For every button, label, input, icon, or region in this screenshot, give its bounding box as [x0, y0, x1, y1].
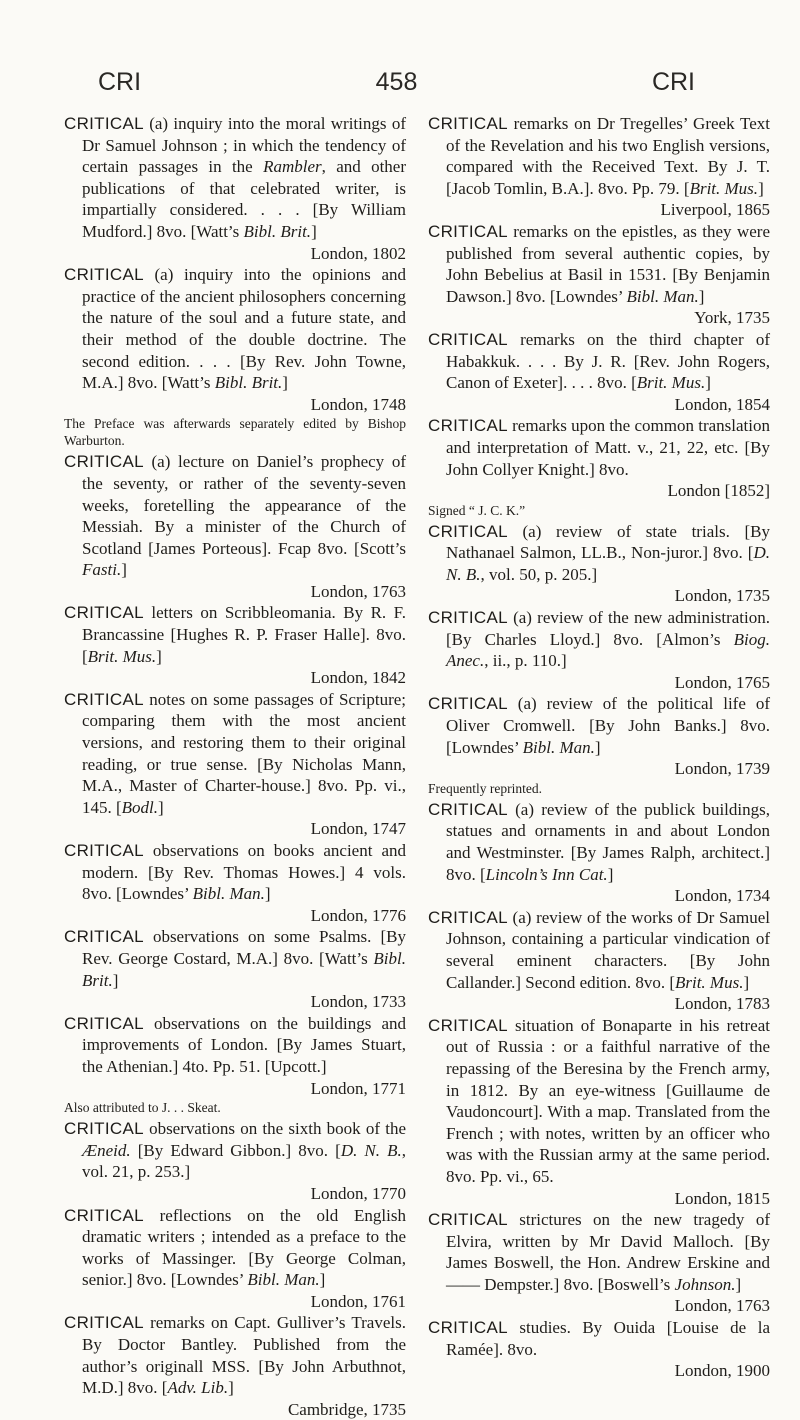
entry-text: (a) review of the publick buildings, statues and ornaments in and about London and Westminster. [By James Ralph, architect.] 8vo. [	[446, 799, 770, 884]
entry-headword: CRITICAL	[64, 927, 144, 947]
header-left-guide-word: CRI	[98, 68, 142, 96]
bibliography-entry	[64, 602, 406, 688]
entry-italic-source: Bodl.	[121, 797, 159, 817]
bibliography-entry	[64, 689, 406, 840]
entry-headword: CRITICAL	[64, 452, 144, 472]
entry-text: remarks upon the common translation and interpretation of Matt. v., 21, 22, etc. [By John Collyer Knight.] 8vo.	[446, 416, 770, 479]
entry-headword: CRITICAL	[64, 1313, 144, 1333]
entry-note: Signed “ J. C. K.”	[428, 502, 526, 518]
entry-text: ]	[698, 286, 705, 306]
entry-text: remarks on the third chapter of Habakkuk. . . . By J. R. [Rev. John Rogers, Canon of Exeter]. . . . 8vo. [	[446, 329, 770, 393]
entry-text: (a) review of the new administration. [By Charles Lloyd.] 8vo. [Almon’s	[446, 608, 770, 649]
entry-note: Also attributed to J. . . Skeat.	[64, 1100, 221, 1116]
entry-text: (a) lecture on Daniel’s prophecy of the seventy, or rather of the seventy-seven weeks, foretelling the appearance of the Messiah. By a minister of the Church of Scotland [James Porteous]. Fcap 8vo. [Scott’s	[82, 452, 406, 558]
entry-italic-source: Bibl. Man.	[192, 884, 265, 904]
bibliography-entry	[428, 521, 770, 607]
entry-imprint: London, 1776	[310, 905, 406, 925]
entry-headword: CRITICAL	[64, 1013, 144, 1033]
bibliography-entry	[428, 113, 770, 221]
entry-text: (a) review of the works of Dr Samuel Johnson, containing a particular vindication of several eminent characters. [By John Callander.] Second edition. 8vo. [	[446, 907, 770, 992]
entry-text: ]	[705, 373, 711, 393]
entry-headword: CRITICAL	[64, 689, 144, 709]
entry-headword: CRITICAL	[428, 329, 508, 349]
bibliography-entry	[64, 926, 406, 1012]
entry-text: , vol. 50, p. 205.]	[480, 564, 598, 584]
entry-text: (a) inquiry into the moral writings of Dr Samuel Johnson ; in which the tendency of certain passages in the	[82, 114, 406, 177]
entry-italic-source: Æneid.	[82, 1140, 131, 1160]
entry-note: Frequently reprinted.	[428, 780, 542, 796]
entry-imprint: Cambridge, 1735	[287, 1399, 406, 1419]
right-column	[428, 113, 770, 1382]
entry-text: observations on books ancient and modern. [By Rev. Thomas Howes.] 4 vols. 8vo. [Lowndes’	[82, 841, 406, 904]
entry-italic-source: Bibl. Brit.	[243, 221, 312, 241]
entry-imprint: London, 1761	[310, 1291, 406, 1311]
entry-imprint: Liverpool, 1865	[660, 200, 770, 220]
entry-note: The Preface was afterwards separately edited by Bishop Warburton.	[64, 416, 406, 449]
entry-headword: CRITICAL	[64, 114, 144, 133]
entry-headword: CRITICAL	[64, 1205, 144, 1225]
bibliography-entry	[64, 1118, 406, 1204]
entry-text: ]	[264, 884, 271, 904]
entry-headword: CRITICAL	[64, 1119, 144, 1139]
entry-text: observations on the buildings and improvements of London. [By James Stuart, the Athenian.] 4to. Pp. 51. [Upcott.]	[82, 1013, 406, 1076]
entry-imprint: London, 1854	[674, 394, 770, 414]
bibliography-entry	[428, 1209, 770, 1317]
header-right-guide-word: CRI	[651, 68, 695, 96]
entry-imprint: London, 1765	[674, 672, 770, 692]
entry-text: ]	[607, 864, 614, 884]
entry-italic-source: Adv. Lib.	[167, 1378, 229, 1398]
entry-italic-source: Bibl. Man.	[247, 1270, 320, 1290]
bibliography-entry	[428, 907, 770, 1015]
entry-imprint: London, 1771	[310, 1078, 406, 1098]
entry-text: observations on some Psalms. [By Rev. George Costard, M.A.] 8vo. [Watt’s	[82, 927, 406, 968]
entry-headword: CRITICAL	[428, 1318, 508, 1338]
bibliography-entry	[64, 451, 406, 602]
entry-text: letters on Scribbleomania. By R. F. Brancassine [Hughes R. P. Fraser Halle]. 8vo. [	[82, 603, 406, 666]
entry-headword: CRITICAL	[64, 265, 144, 285]
entry-italic-source: Bibl. Man.	[522, 737, 595, 757]
entry-imprint: London, 1802	[310, 243, 406, 263]
bibliography-entry	[64, 840, 406, 926]
entry-imprint: London, 1900	[674, 1361, 770, 1381]
bibliography-entry	[428, 329, 770, 415]
entry-text: ]	[594, 737, 601, 757]
entry-headword: CRITICAL	[428, 1210, 508, 1230]
entry-italic-source: Brit. Mus.	[689, 178, 759, 198]
entry-imprint: London, 1734	[674, 886, 770, 906]
entry-italic-source: Bibl. Brit.	[214, 373, 283, 393]
entry-italic-source: Lincoln’s Inn Cat.	[485, 864, 608, 884]
entry-headword: CRITICAL	[428, 799, 508, 819]
entry-text: strictures on the new tragedy of Elvira, written by Mr David Malloch. [By James Boswell, the Hon. Andrew Erskine and —— Dempster.] 8vo. [Boswell’s	[446, 1210, 770, 1294]
entry-text: observations on the sixth book of the	[143, 1119, 406, 1139]
entry-imprint: London, 1815	[674, 1188, 770, 1208]
entry-italic-source: Brit. Mus.	[674, 972, 744, 992]
entry-text: ]	[282, 373, 288, 393]
bibliography-entry	[64, 264, 406, 415]
entry-text: ]	[121, 560, 127, 580]
left-column	[64, 113, 406, 1420]
entry-italic-source: D. N. B.	[446, 543, 770, 584]
entry-imprint: London, 1748	[310, 394, 406, 414]
entry-italic-source: Brit. Mus.	[87, 646, 157, 666]
entry-text: studies. By Ouida [Louise de la Ramée]. 8vo.	[446, 1318, 770, 1359]
bibliography-entry	[428, 415, 770, 501]
entry-headword: CRITICAL	[428, 694, 508, 714]
entry-headword: CRITICAL	[428, 608, 508, 628]
entry-text: (a) review of the political life of Oliver Cromwell. [By John Banks.] 8vo. [Lowndes’	[446, 694, 770, 757]
entry-text: , and other publications of that celebrated writer, is impartially considered. . . . [By William Mudford.] 8vo. [Watt’s	[82, 157, 407, 241]
entry-headword: CRITICAL	[428, 521, 508, 541]
entry-italic-source: Rambler	[263, 157, 322, 177]
entry-text: ]	[156, 646, 162, 666]
entry-imprint: London, 1763	[310, 581, 406, 601]
bibliography-entry	[64, 1013, 406, 1099]
entry-text: , ii., p. 110.]	[484, 651, 567, 671]
entry-text: , vol. 21, p. 253.]	[82, 1140, 406, 1182]
entry-imprint: London, 1733	[310, 992, 406, 1012]
entry-headword: CRITICAL	[428, 907, 508, 927]
bibliography-entry	[64, 113, 406, 264]
entry-text: ]	[311, 221, 317, 241]
entry-text: reflections on the old English dramatic writers ; intended as a preface to the works of Massinger. [By George Colman, senior.] 8vo. [Lowndes’	[82, 1205, 406, 1290]
entry-text: ]	[158, 797, 164, 817]
bibliography-entry	[428, 221, 770, 329]
bibliography-entry	[428, 693, 770, 779]
entry-imprint: London, 1739	[674, 759, 770, 779]
entry-text: remarks on Capt. Gulliver’s Travels. By Doctor Bantley. Published from the author’s originall MSS. [By John Arbuthnot, M.D.] 8vo. [	[82, 1313, 406, 1398]
entry-italic-source: Johnson.	[674, 1274, 736, 1294]
entry-italic-source: Fasti.	[82, 560, 122, 580]
entry-italic-source: D. N. B.	[340, 1140, 402, 1160]
entry-text: notes on some passages of Scripture; comparing them with the most ancient versions, and restoring them to their original reading, or true sense. [By Nicholas Mann, M.A., Master of Charter-house.] 8vo. Pp. vi., 145. [	[82, 689, 406, 817]
entry-text: (a) review of state trials. [By Nathanael Salmon, LL.B., Non-juror.] 8vo. [	[446, 521, 770, 563]
entry-italic-source: Biog. Anec.	[446, 629, 770, 671]
entry-text: ]	[735, 1274, 742, 1294]
entry-imprint: London, 1747	[310, 819, 406, 839]
entry-headword: CRITICAL	[64, 603, 144, 623]
entry-text: ]	[758, 178, 764, 198]
entry-italic-source: Bibl. Brit.	[82, 948, 406, 990]
entry-headword: CRITICAL	[428, 221, 508, 241]
page-header	[98, 68, 695, 102]
entry-headword: CRITICAL	[428, 416, 508, 436]
entry-headword: CRITICAL	[64, 841, 144, 860]
bibliography-entry	[428, 1015, 770, 1209]
entry-text: ]	[112, 970, 119, 990]
entry-imprint: London, 1763	[674, 1296, 770, 1316]
entry-italic-source: Bibl. Man.	[626, 286, 699, 306]
entry-headword: CRITICAL	[428, 114, 508, 133]
entry-text: remarks on Dr Tregelles’ Greek Text of the Revelation and his two English versions, compared with the Received Text. By J. T. [Jacob Tomlin, B.A.]. 8vo. Pp. 79. [	[446, 114, 770, 198]
page-number: 458	[375, 68, 418, 96]
entry-text: (a) inquiry into the opinions and practice of the ancient philosophers concerning the nature of the soul and a future state, and their method of the double doctrine. The second edition. . . . [By Rev. John Towne, M.A.] 8vo. [Watt’s	[82, 265, 406, 393]
bibliography-entry	[428, 799, 770, 907]
bibliography-entry	[64, 1205, 406, 1313]
entry-imprint: London, 1770	[310, 1183, 406, 1203]
entry-text: [By Edward Gibbon.] 8vo. [	[130, 1140, 341, 1160]
entry-text: ]	[319, 1270, 326, 1290]
entry-headword: CRITICAL	[428, 1015, 508, 1035]
entry-imprint: London, 1735	[674, 586, 770, 606]
entry-text: situation of Bonaparte in his retreat out of Russia : or a faithful narrative of the repassing of the Beresina by the French army, in 1812. By an eye-witness [Guillaume de Vaudoncourt]. With a map. Translated from the French ; with notes, written by an officer who was with the Russian army at the same period. 8vo. Pp. vi., 65.	[446, 1015, 770, 1186]
entry-imprint: York, 1735	[694, 308, 770, 328]
bibliography-entry	[428, 607, 770, 693]
entry-italic-source: Brit. Mus.	[636, 373, 706, 393]
entry-imprint: London, 1783	[674, 994, 770, 1014]
entry-text: ]	[743, 972, 750, 992]
bibliography-entry	[428, 1317, 770, 1382]
entry-imprint: London [1852]	[667, 481, 770, 501]
entry-text: remarks on the epistles, as they were published from several authentic copies, by John Bebelius at Basil in 1531. [By Benjamin Dawson.] 8vo. [Lowndes’	[446, 221, 770, 306]
entry-imprint: London, 1842	[310, 668, 406, 688]
bibliography-entry	[64, 1312, 406, 1420]
entry-text: ]	[228, 1378, 234, 1398]
